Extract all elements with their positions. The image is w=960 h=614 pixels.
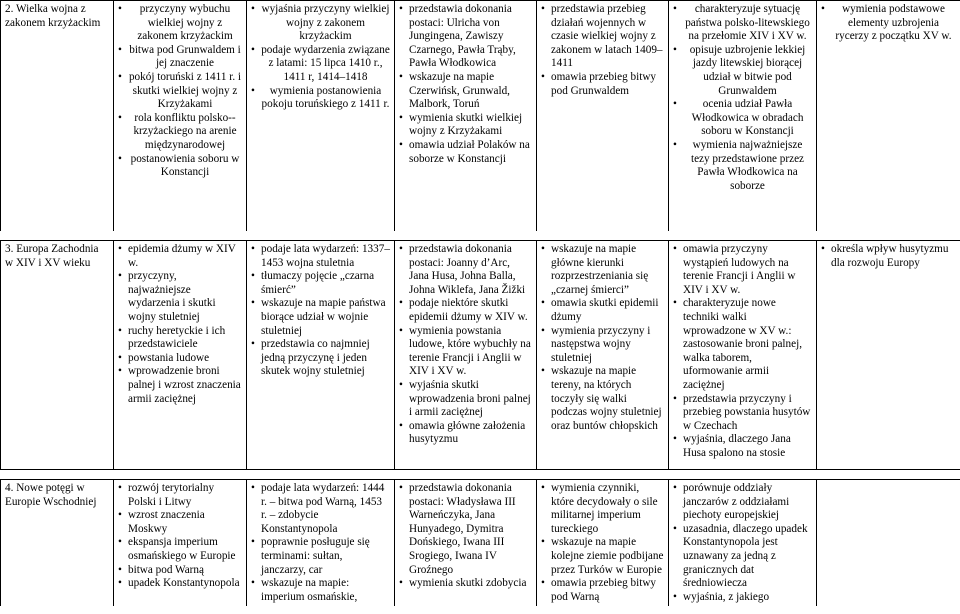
list-item: • uzasadnia, dlaczego upadek Konstantynopola jest uznawany za jedną z granicznych dat średniowiecza (673, 523, 812, 591)
list-item: • wymienia skutki wielkiej wojny z Krzyżakami (399, 112, 532, 139)
list-item: • wskazuje na mapie tereny, na których toczyły się walki podczas wojny stuletniej oraz buntów chłopskich (541, 365, 664, 433)
content-cell (114, 480, 247, 607)
list-item: • wprowadzenie broni palnej i wzrost znaczenia armii zaciężnej (118, 365, 242, 406)
list-item: • omawia przebieg bitwy pod Grunwaldem (541, 71, 664, 98)
list-item: • podaje niektóre skutki epidemii dżumy w XIV w. (399, 297, 532, 324)
list-item: • przyczyny, najważniejsze wydarzenia i skutki wojny stuletniej (118, 270, 242, 324)
list-item: • wskazuje na mapie główne kierunki rozprzestrzeniania się „czarnej śmierci” (541, 243, 664, 297)
requirement-list (821, 3, 956, 44)
list-item: • wymienia postanowienia pokoju toruńskiego z 1411 r. (251, 85, 390, 112)
list-item: • wskazuje na mapie: imperium osmańskie, (251, 577, 390, 604)
requirement-cell (669, 480, 817, 607)
topic-title: 3. Europa Zachodnia w XIV i XV wieku (5, 243, 99, 269)
requirement-list (673, 243, 812, 461)
list-item: • wyjaśnia, dlaczego Jana Husa spalono na stosie (673, 433, 812, 460)
content-cell (114, 1, 247, 232)
requirement-cell (817, 241, 960, 470)
list-item: • upadek Konstantynopola (118, 577, 242, 591)
list-item: • przedstawia co najmniej jedną przyczynę i jeden skutek wojny stuletniej (251, 338, 390, 379)
table-row (1, 241, 960, 470)
list-item: • epidemia dżumy w XIV w. (118, 243, 242, 270)
list-item: • podaje wydarzenia związane z latami: 15 lipca 1410 r., 1411 r, 1414–1418 (251, 44, 390, 85)
requirement-list (673, 482, 812, 604)
content-list (118, 3, 242, 180)
row-spacer (1, 470, 960, 480)
list-item: • wskazuje na mapie państwa biorące udział w wojnie stuletniej (251, 297, 390, 338)
list-item: • wyjaśnia skutki wprowadzenia broni palnej i armii zaciężnej (399, 379, 532, 420)
requirement-list (541, 482, 664, 604)
list-item: • przedstawia dokonania postaci: Joanny d’Arc, Jana Husa, Johna Balla, Johna Wiklefa, Jana Žižki (399, 243, 532, 297)
list-item: • przedstawia przebieg działań wojennych w czasie wielkiej wojny z zakonem w latach 1409–1411 (541, 3, 664, 71)
list-item: • przyczyny wybuchu wielkiej wojny z zakonem krzyżackim (118, 3, 242, 44)
list-item: • omawia przebieg bitwy pod Warną (541, 577, 664, 604)
list-item: • ocenia udział Pawła Włodkowica w obradach soboru w Konstancji (673, 98, 812, 139)
list-item: • omawia udział Polaków na soborze w Konstancji (399, 139, 532, 166)
list-item: • wskazuje na mapie Czerwińsk, Grunwald, Malbork, Toruń (399, 71, 532, 112)
requirement-cell (395, 241, 537, 470)
topic-cell (1, 480, 114, 607)
requirement-list (399, 3, 532, 166)
list-item: • przedstawia dokonania postaci: Władysława III Warneńczyka, Jana Hunyadego, Dymitra Dońskiego, Iwana III Srogiego, Iwana IV Groźnego (399, 482, 532, 577)
requirement-list (541, 3, 664, 98)
requirement-list (251, 243, 390, 379)
requirement-list (541, 243, 664, 433)
list-item: • wymienia przyczyny i następstwa wojny stuletniej (541, 325, 664, 366)
requirement-cell (537, 1, 669, 232)
list-item: • postanowienia soboru w Konstancji (118, 153, 242, 180)
list-item: • przedstawia przyczyny i przebieg powstania husytów w Czechach (673, 393, 812, 434)
topic-cell (1, 1, 114, 232)
requirement-list (399, 243, 532, 447)
requirement-cell (247, 1, 395, 232)
list-item: • bitwa pod Warną (118, 564, 242, 578)
row-spacer (1, 231, 960, 241)
requirement-cell (395, 480, 537, 607)
list-item: • wzrost znaczenia Moskwy (118, 509, 242, 536)
list-item: • wymienia podstawowe elementy uzbrojenia rycerzy z początku XV w. (821, 3, 956, 44)
requirement-cell (537, 241, 669, 470)
table-row (1, 1, 960, 232)
requirement-list (251, 3, 390, 112)
list-item: • poprawnie posługuje się terminami: sułtan, janczarzy, car (251, 536, 390, 577)
list-item: • wymienia skutki zdobycia (399, 577, 532, 591)
list-item: • wymienia czynniki, które decydowały o sile militarnej imperium tureckiego (541, 482, 664, 536)
requirement-list (673, 3, 812, 193)
topic-title: 2. Wielka wojna z zakonem krzyżackim (5, 3, 101, 29)
list-item: • określa wpływ husytyzmu dla rozwoju Europy (821, 243, 956, 270)
list-item: • omawia skutki epidemii dżumy (541, 297, 664, 324)
list-item: • wyjaśnia, z jakiego (673, 591, 812, 605)
list-item: • wskazuje na mapie kolejne ziemie podbijane przez Turków w Europie (541, 536, 664, 577)
list-item: • bitwa pod Grunwaldem i jej znaczenie (118, 44, 242, 71)
content-list (118, 482, 242, 591)
requirement-cell (669, 241, 817, 470)
requirement-cell (817, 480, 960, 607)
requirement-list (251, 482, 390, 604)
list-item: • podaje lata wydarzeń: 1337–1453 wojna stuletnia (251, 243, 390, 270)
list-item: • charakteryzuje nowe techniki walki wprowadzone w XV w.: zastosowanie broni palnej, walka taborem, uformowanie armii zaciężnej (673, 297, 812, 392)
requirement-list (821, 243, 956, 270)
list-item: • tłumaczy pojęcie „czarna śmierć” (251, 270, 390, 297)
list-item: • powstania ludowe (118, 352, 242, 366)
list-item: • ekspansja imperium osmańskiego w Europie (118, 536, 242, 563)
requirement-cell (537, 480, 669, 607)
requirement-cell (669, 1, 817, 232)
list-item: • wymienia najważniejsze tezy przedstawione przez Pawła Włodkowica na soborze (673, 139, 812, 193)
list-item: • przedstawia dokonania postaci: Ulricha von Jungingena, Zawiszy Czarnego, Pawła Trąby, Pawła Włodkowica (399, 3, 532, 71)
list-item: • opisuje uzbrojenie lekkiej jazdy litewskiej biorącej udział w bitwie pod Grunwaldem (673, 44, 812, 98)
content-cell (114, 241, 247, 470)
content-list (118, 243, 242, 406)
requirement-cell (247, 480, 395, 607)
list-item: • wyjaśnia przyczyny wielkiej wojny z zakonem krzyżackim (251, 3, 390, 44)
requirement-cell (817, 1, 960, 232)
list-item: • pokój toruński z 1411 r. i skutki wielkiej wojny z Krzyżakami (118, 71, 242, 112)
list-item: • wymienia powstania ludowe, które wybuchły na terenie Francji i Anglii w XIV i XV w. (399, 325, 532, 379)
list-item: • podaje lata wydarzeń: 1444 r. – bitwa pod Warną, 1453 r. – zdobycie Konstantynopola (251, 482, 390, 536)
requirement-cell (247, 241, 395, 470)
list-item: • rozwój terytorialny Polski i Litwy (118, 482, 242, 509)
requirement-cell (395, 1, 537, 232)
table-row (1, 480, 960, 607)
requirement-list (399, 482, 532, 591)
list-item: • ruchy heretyckie i ich przedstawiciele (118, 325, 242, 352)
list-item: • porównuje oddziały janczarów z oddziałami piechoty europejskiej (673, 482, 812, 523)
list-item: • charakteryzuje sytuację państwa polsko-litewskiego na przełomie XIV i XV w. (673, 3, 812, 44)
topic-title: 4. Nowe potęgi w Europie Wschodniej (5, 482, 97, 508)
list-item: • rola konfliktu polsko--krzyżackiego na arenie międzynarodowej (118, 112, 242, 153)
topic-cell (1, 241, 114, 470)
list-item: • omawia przyczyny wystąpień ludowych na terenie Francji i Anglii w XIV i XV w. (673, 243, 812, 297)
list-item: • omawia główne założenia husytyzmu (399, 420, 532, 447)
